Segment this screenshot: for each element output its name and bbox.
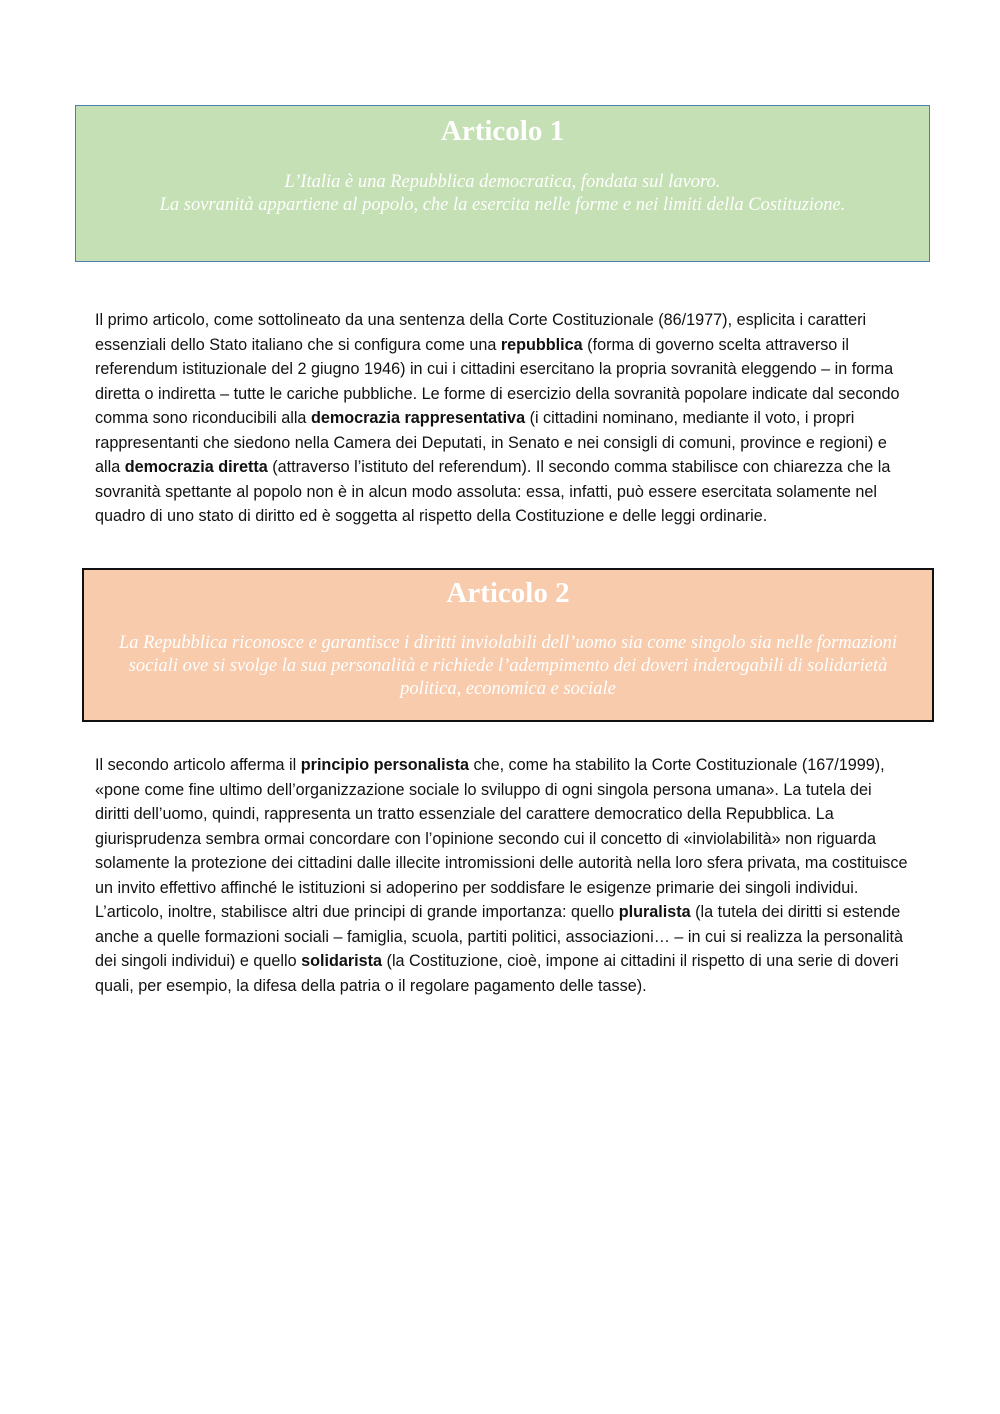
article-2-quote: La Repubblica riconosce e garantisce i diritti inviolabili dell’uomo sia come singolo sia nelle formazioni sociali ove si svolge la sua personalità e richiede l’adempimento dei doveri inderogabili di solidarietà politica, economica e sociale [119, 633, 897, 699]
text-run: (attraverso l’istituto del referendum). Il secondo comma stabilisce con chiarezza che la sovranità spettante al popolo non è in alcun modo assoluta: essa, infatti, può essere esercitata solamente nel quadro di uno stato di diritto ed è soggetta al rispetto della Costituzione e delle leggi ordinarie. [95, 458, 891, 525]
text-run: Il primo articolo, come sottolineato da una sentenza della Corte Costituzionale (86/1977), esplicita i caratteri essenziali dello Stato italiano che si configura come una [95, 311, 867, 354]
article-2-title: Articolo 2 [446, 577, 570, 609]
keyword-repubblica: repubblica [500, 335, 583, 354]
article-1-commentary [95, 308, 910, 529]
article-2-commentary [95, 753, 910, 998]
keyword-pluralista: pluralista [618, 903, 691, 921]
article-2-box [82, 568, 934, 722]
article-1-box [75, 105, 930, 262]
text-run: (i cittadini nominano, mediante il voto, i propri rappresentanti che siedono nella Camera dei Deputati, in Senato e nei consigli di comuni, province e regioni) e alla [95, 409, 887, 476]
article-1-quote-line-1: L’Italia è una Repubblica democratica, fondata sul lavoro. [284, 172, 721, 192]
text-run: (la tutela dei diritti si estende anche a quelle formazioni sociali – famiglia, scuola, partiti politici, associazioni… – in cui si realizza la personalità dei singoli individui) e quello [95, 903, 903, 970]
keyword-principio-personalista: principio personalista [300, 756, 469, 774]
text-run: (forma di governo scelta attraverso il referendum istituzionale del 2 giugno 1946) in cui i cittadini esercitano la propria sovranità eleggendo – in forma diretta o indiretta – tutte le cariche pubbliche. Le forme di esercizio della sovranità popolare indicate dal secondo comma sono riconducibili alla [95, 335, 900, 427]
keyword-solidarista: solidarista [301, 952, 383, 970]
article-1-title: Articolo 1 [440, 115, 565, 147]
keyword-democrazia-diretta: democrazia diretta [124, 458, 268, 476]
article-1-quote [76, 171, 929, 217]
article-1-quote-line-2: La sovranità appartiene al popolo, che la esercita nelle forme e nei limiti della Costituzione. [159, 195, 846, 215]
text-run: Il secondo articolo afferma il [95, 756, 301, 774]
keyword-democrazia-rappresentativa: democrazia rappresentativa [310, 409, 526, 427]
text-run: L’articolo, inoltre, stabilisce altri due principi di grande importanza: quello [95, 903, 619, 921]
text-run: che, come ha stabilito la Corte Costituzionale (167/1999), «pone come fine ultimo dell’organizzazione sociale lo sviluppo di ogni singola persona umana». La tutela dei diritti dell’uomo, quindi, rappresenta un tratto essenziale del carattere democratico della Repubblica. La giurisprudenza sembra ormai concordare con l’opinione secondo cui il concetto di «inviolabilità» non riguarda solamente la protezione dei cittadini dalle illecite intromissioni delle autorità nella loro sfera privata, ma costituisce un invito effettivo affinché le istituzioni si adoperino per soddisfare le esigenze primarie dei singoli individui. [95, 756, 908, 897]
text-run: (la Costituzione, cioè, impone ai cittadini il rispetto di una serie di doveri quali, per esempio, la difesa della patria o il regolare pagamento delle tasse). [95, 952, 899, 995]
